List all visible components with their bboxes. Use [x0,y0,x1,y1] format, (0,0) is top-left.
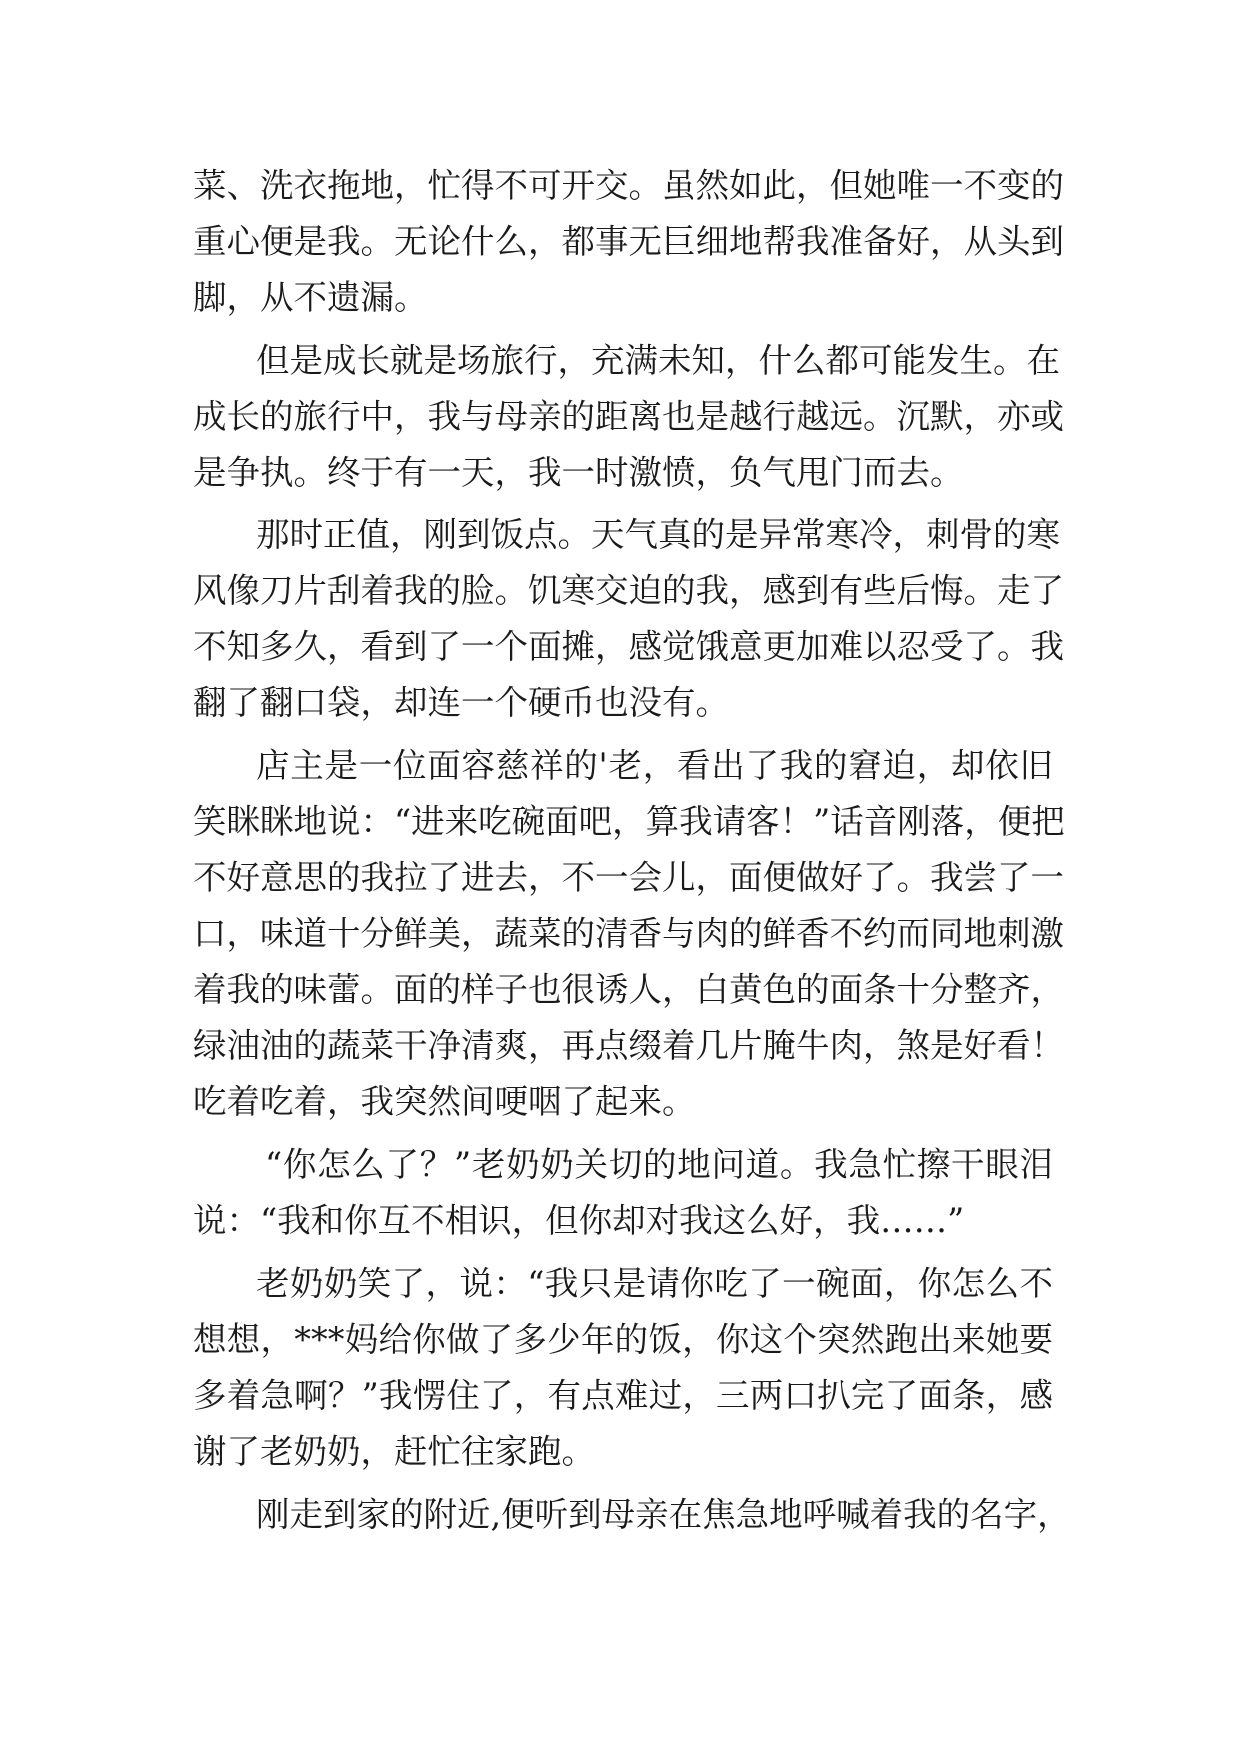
text-line: 口，味道十分鲜美，蔬菜的清香与肉的鲜香不约而同地刺激 [193,914,1064,953]
text-line: 重心便是我。无论什么，都事无巨细地帮我准备好，从头到 [193,222,1064,261]
text-line: 多着急啊？”我愣住了，有点难过，三两口扒完了面条，感 [193,1376,1053,1415]
text-line: 是争执。终于有一天，我一时激愤，负气甩门而去。 [193,453,964,492]
text-line: 风像刀片刮着我的脸。饥寒交迫的我，感到有些后悔。走了 [193,571,1064,610]
text-line: “你怎么了？”老奶奶关切的地问道。我急忙擦干眼泪 [265,1145,1053,1184]
text-line: 不好意思的我拉了进去，不一会儿，面便做好了。我尝了一 [193,858,1064,897]
text-line: 说：“我和你互不相识，但你却对我这么好，我……” [193,1201,965,1240]
text-line: 谢了老奶奶，赶忙往家跑。 [193,1432,595,1471]
text-line: 菜、洗衣拖地，忙得不可开交。虽然如此，但她唯一不变的 [193,166,1064,205]
text-line: 绿油油的蔬菜干净清爽，再点缀着几片腌牛肉，煞是好看！ [193,1026,1064,1065]
text-line: 刚走到家的附近,便听到母亲在焦急地呼喊着我的名字， [256,1495,1071,1534]
text-line: 店主是一位面容慈祥的'老，看出了我的窘迫，却依旧 [256,746,1053,785]
text-line: 翻了翻口袋，却连一个硬币也没有。 [193,683,729,722]
text-line: 那时正值，刚到饭点。天气真的是异常寒冷，刺骨的寒 [256,515,1060,554]
text-line: 想想，***妈给你做了多少年的饭，你这个突然跑出来她要 [193,1320,1053,1359]
text-line: 成长的旅行中，我与母亲的距离也是越行越远。沉默，亦或 [193,397,1064,436]
text-line: 但是成长就是场旅行，充满未知，什么都可能发生。在 [256,341,1060,380]
text-line: 脚，从不遗漏。 [193,278,428,317]
text-line: 吃着吃着，我突然间哽咽了起来。 [193,1082,696,1121]
text-line: 不知多久，看到了一个面摊，感觉饿意更加难以忍受了。我 [193,627,1064,666]
text-line: 着我的味蕾。面的样子也很诱人，白黄色的面条十分整齐， [193,970,1064,1009]
text-line: 笑眯眯地说：“进来吃碗面吧，算我请客！”话音刚落，便把 [193,802,1065,841]
text-line: 老奶奶笑了，说：“我只是请你吃了一碗面，你怎么不 [256,1264,1053,1303]
